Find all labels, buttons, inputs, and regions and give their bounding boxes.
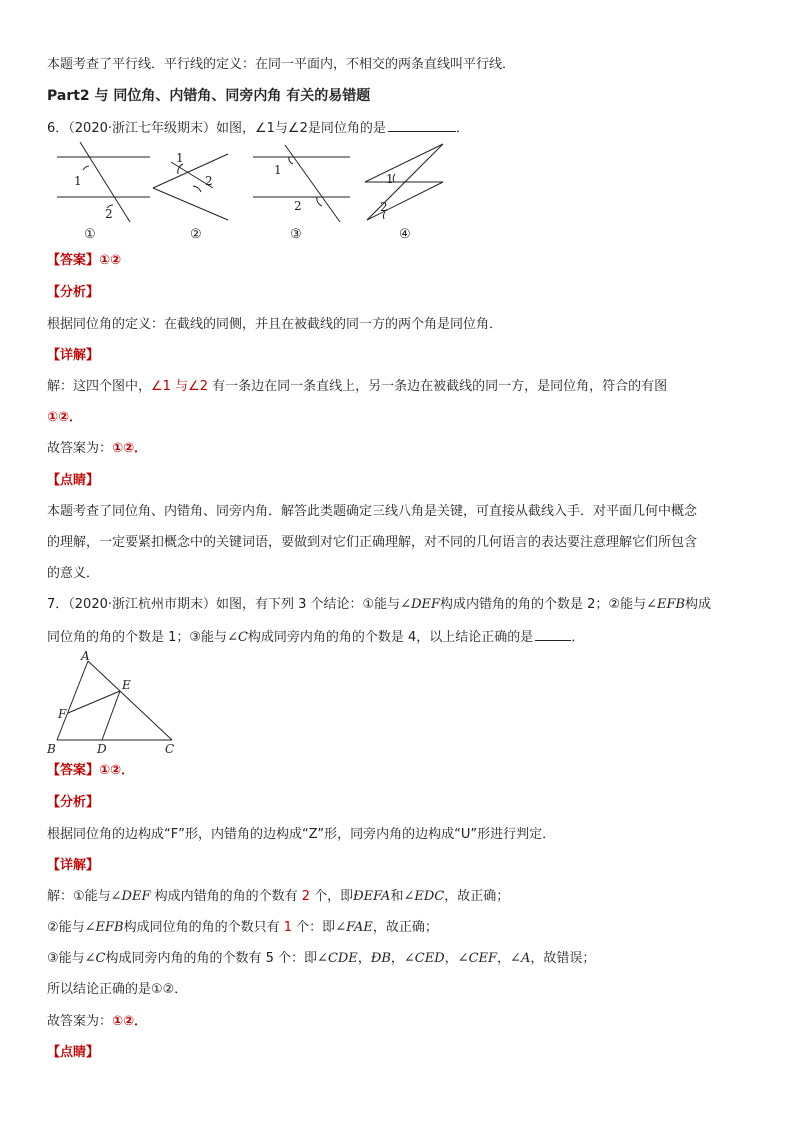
q7-d3-m: ，故错误；	[530, 951, 596, 966]
q6-detail-text-c: 有一条边在同一条直线上，另一条边在被截线的同一方，是同位角，符合的有图	[208, 379, 668, 394]
q7-d2-g: ，故正确；	[372, 920, 438, 935]
q7-d3-a: ③能与	[47, 951, 85, 966]
q6-analysis-tag: 【分析】	[47, 285, 100, 300]
q7-d2-angle-efb: ∠EFB	[84, 920, 124, 935]
fig4-line-4	[367, 182, 443, 220]
side-ab	[57, 661, 88, 740]
q7-angle-efb: ∠EFB	[646, 597, 686, 612]
q6-answer	[47, 252, 121, 270]
q7-d3-sep3: ，	[444, 951, 458, 966]
fig3-angle2-arc	[317, 197, 322, 206]
q7-d1-angle-edc: ∠EDC	[403, 889, 445, 904]
q7-d3-sep4: ，	[497, 951, 511, 966]
q7-detail-line3	[47, 950, 595, 968]
q7-d1-g: 和	[390, 889, 404, 904]
fig4-label-1: 1	[386, 172, 394, 186]
q7-conclusion	[47, 1013, 147, 1031]
side-ac	[88, 661, 172, 740]
q7-detail-line1	[47, 888, 509, 906]
q7-d1-e: 个，即	[310, 889, 354, 904]
q6-figures	[45, 140, 465, 245]
q7-d3-c: 构成同旁内角的角的个数有 5 个：即	[105, 951, 318, 966]
q6-detail-angles: ∠1 与∠2	[151, 379, 208, 394]
fig2-angle2-arc	[193, 186, 201, 192]
fig2-label-2: 2	[205, 174, 213, 188]
q7-conclusion-label: 故答案为：	[47, 1014, 113, 1029]
q7-comment-tag: 【点睛】	[47, 1045, 100, 1060]
q6-question-end: ．	[455, 121, 469, 136]
q7-d1-c: 构成内错角的角的个数有	[150, 889, 302, 904]
fig1-angle1-arc	[83, 166, 89, 170]
q7-angle-def: ∠DEF	[400, 597, 441, 612]
fig3-label-2: 2	[294, 199, 302, 213]
q7-d2-e: 个：即	[292, 920, 336, 935]
q7-text-2c: 构成同旁内角的角的个数是 4，以上结论正确的是	[247, 630, 534, 645]
intro-text: 本题考查了平行线．平行线的定义：在同一平面内，不相交的两条直线叫平行线．	[47, 57, 516, 72]
q7-answer-blank	[535, 628, 571, 641]
fig2-label-1: 1	[176, 151, 184, 165]
q7-d3-angle-cde: ∠CDE	[317, 951, 358, 966]
q6-detail-line2: ①②．	[47, 410, 83, 425]
q6-comment-tag: 【点睛】	[47, 473, 100, 488]
q6-question-text: 6．（2020·浙江七年级期末）如图，∠1与∠2是同位角的是	[47, 121, 386, 136]
q7-d3-angle-ced: ∠CED	[403, 951, 445, 966]
fig1-label-1: 1	[74, 174, 82, 188]
q6-conclusion-label: 故答案为：	[47, 441, 113, 456]
q7-d3-sep1: ，	[357, 951, 371, 966]
q6-detail-text-a: 解：这四个图中，	[47, 379, 152, 394]
q6-answer-value: ①②	[99, 253, 122, 268]
fig4-line-1	[365, 144, 443, 182]
q6-comment-line2: 的理解，一定要紧扣概念中的关键词语，要做到对它们正确理解，对不同的几何语言的表达要注意理解它们所包含	[47, 535, 698, 550]
q7-analysis-tag: 【分析】	[47, 795, 100, 810]
point-c: C	[165, 742, 175, 756]
q7-d2-angle-fae: ∠FAE	[335, 920, 373, 935]
q6-answer-blank	[388, 119, 456, 132]
q7-answer-value: ①②．	[99, 763, 135, 778]
fig1-label-2: 2	[105, 207, 113, 221]
point-d: D	[97, 742, 107, 756]
q6-conclusion	[47, 440, 147, 458]
q7-d3-angle-c: ∠C	[84, 951, 106, 966]
q7-d3-angle-a: ∠A	[510, 951, 531, 966]
q7-d2-a: ②能与	[47, 920, 85, 935]
point-b: B	[47, 742, 56, 756]
q7-text-2d: ．	[571, 630, 585, 645]
q7-d3-angle-cef: ∠CEF	[457, 951, 498, 966]
q7-d2-c: 构成同位角的角的个数只有	[123, 920, 284, 935]
q7-detail-tag: 【详解】	[47, 858, 100, 873]
q6-detail-tag: 【详解】	[47, 348, 100, 363]
q6-question	[47, 119, 469, 138]
q7-analysis-text: 根据同位角的边构成“F”形，内错角的边构成“Z”形，同旁内角的边构成“U”形进行判定．	[47, 827, 556, 842]
fig3-angle1-arc	[289, 157, 293, 164]
part2-title: Part2 与 同位角、内错角、同旁内角 有关的易错题	[47, 88, 371, 104]
q7-angle-c: ∠C	[227, 630, 248, 645]
q7-question-line1	[47, 596, 711, 614]
q7-d3-angle-b: ÐB	[370, 951, 391, 966]
q7-d1-angle-def: ∠DEF	[110, 889, 151, 904]
fig4-caption: ④	[399, 227, 411, 242]
fig3-caption: ③	[290, 227, 302, 242]
q7-text-2a: 同位角的角的个数是 1；③能与	[47, 630, 228, 645]
point-e: E	[122, 678, 131, 692]
fig2-caption: ②	[190, 227, 202, 242]
fig2-line-a	[153, 154, 228, 188]
q6-conclusion-value: ①②．	[112, 441, 148, 456]
q7-triangle-figure	[44, 648, 184, 758]
fig4-label-2: 2	[380, 200, 388, 214]
q7-answer-tag: 【答案】	[47, 763, 100, 778]
segment-fe	[68, 691, 120, 713]
fig3-label-1: 1	[274, 163, 282, 177]
q7-d1-count: 2	[301, 889, 311, 904]
fig2-line-b	[153, 188, 228, 220]
q7-answer	[47, 762, 134, 780]
q7-question-line2	[47, 628, 584, 647]
q7-detail-line4: 所以结论正确的是①②．	[47, 982, 188, 997]
q7-detail-line2	[47, 919, 438, 937]
q7-d1-a: 解：①能与	[47, 889, 111, 904]
point-a: A	[81, 649, 90, 663]
q7-text-1a: 7．（2020·浙江杭州市期末）如图，有下列 3 个结论：①能与	[47, 597, 401, 612]
point-f: F	[58, 707, 67, 721]
q6-comment-line1: 本题考查了同位角、内错角、同旁内角．解答此类题确定三线八角是关键，可直接从截线入手．对平面几何中概念	[47, 504, 698, 519]
q7-text-1e: 构成	[685, 597, 712, 612]
segment-ed	[102, 691, 120, 740]
fig1-caption: ①	[84, 227, 96, 242]
q7-conclusion-value: ①②．	[112, 1014, 148, 1029]
q7-d1-i: ，故正确；	[444, 889, 510, 904]
q7-d1-angle-efa: ÐEFA	[353, 889, 391, 904]
q6-detail-line1	[47, 378, 667, 396]
q6-comment-line3: 的意义．	[47, 566, 100, 581]
q6-answer-tag: 【答案】	[47, 253, 100, 268]
q7-text-1c: 构成内错角的角的个数是 2；②能与	[440, 597, 647, 612]
q7-d3-sep2: ，	[390, 951, 404, 966]
q6-analysis-text: 根据同位角的定义：在截线的同侧，并且在被截线的同一方的两个角是同位角．	[47, 317, 503, 332]
q7-d2-count: 1	[283, 920, 293, 935]
